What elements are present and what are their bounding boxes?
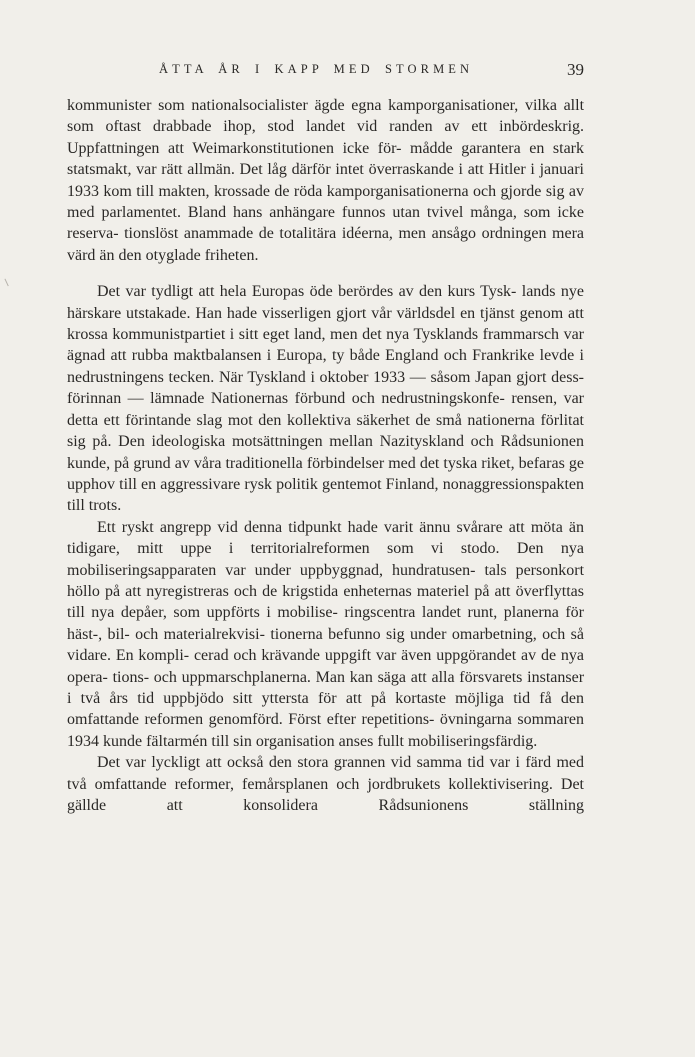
text-line: rensen, var detta ett förintande slag mot den kollektiva säkerhet de [67, 390, 585, 429]
text-line: inbördeskrig. Uppfattningen att Weimarkonstitutionen icke för- [67, 118, 585, 157]
paragraph [67, 95, 584, 266]
text-line: tid få den omfattande reformen genomförd. Först efter repetitions- [67, 689, 585, 729]
text-line: ringscentra landet runt, planerna för häst-, bil- och materialrekvisi- [67, 604, 585, 643]
text-line: kommunister som nationalsocialister ägde egna kamporganisationer, [67, 97, 519, 114]
text-line: cerad och krävande uppgift var även uppgörandet av de nya opera- [67, 647, 584, 686]
text-line: intet överraskande i att Hitler i januari 1933 kom till makten, krossade [67, 161, 585, 200]
text-line: Ett ryskt angrepp vid denna tidpunkt hade varit ännu svårare [97, 518, 503, 536]
text-line: materiel på att överflyttas till nya depåer, som uppförts i mobilise- [67, 582, 585, 622]
paragraph [67, 517, 584, 752]
text-line: Bland hans anhängare funnos utan tvivel många, som icke reserva- [67, 204, 585, 243]
text-line: övningarna sommaren 1934 kunde fältarmén till sin organisation [67, 711, 584, 750]
text-line: vilka allt som oftast drabbade ihop, stod landet vid randen av ett [67, 97, 585, 136]
text-line: tionerna befunno sig under omarbetning, och så vidare. En kompli- [67, 625, 584, 665]
text-line: lands nye härskare utstakade. Han hade visserligen gjort vår världsdel [67, 283, 584, 322]
text-line: kollektivisering. Det gällde att konsolidera Rådsunionens ställning [67, 775, 585, 814]
text-line: små nationerna förlitat sig på. Den ideologiska motsättningen mellan [67, 411, 585, 451]
text-line: Det var lyckligt att också den stora grannen vid samma tid var [97, 754, 511, 772]
text-line: de röda kamporganisationerna och gjorde sig av med parlamentet. [67, 182, 585, 222]
text-line: att möta än tidigare, mitt uppe i territorialreformen som vi stodo. [67, 518, 584, 558]
body-text [67, 95, 584, 816]
text-line: tecken. När Tyskland i oktober 1933 — såsom Japan gjort dess- [168, 368, 584, 386]
text-line: nya Tysklands frammarsch var ägnad att rubba maktbalansen i [67, 326, 584, 365]
page-number: 39 [567, 60, 584, 79]
text-line: förinnan — lämnade Nationernas förbund och nedrustningskonfe- [67, 390, 505, 408]
text-line: Den nya mobiliseringsapparaten var under uppbyggnad, hundratusen- [67, 540, 585, 579]
running-title: ÅTTA ÅR I KAPP MED STORMEN [159, 62, 474, 76]
text-line: tionslöst anammade de totalitära idéerna, men ansågo ordningen [124, 225, 547, 243]
running-head [67, 62, 584, 84]
text-line: mådde garantera en stark statsmakt, var rätt allmän. Det låg därför [67, 139, 585, 179]
text-line: rysk politik gentemot Finland, nonaggressionspakten till trots. [67, 475, 584, 515]
text-line: en tjänst genom att krossa kommunistpartiet i sitt eget land, men det [67, 304, 584, 344]
text-line: anses fullt mobiliseringsfärdig. [338, 732, 538, 750]
text-line: tals personkort höllo på att nyregistreras och de krigstida enheternas [67, 561, 585, 600]
text-line: Nazityskland och Rådsunionen kunde, på grund av våra traditionella [67, 433, 585, 472]
paragraph [67, 752, 584, 816]
text-line: mera värd än den otyglade friheten. [67, 225, 585, 264]
text-line: förbindelser med det tyska riket, befaras ge upphov till en aggressivare [67, 454, 584, 493]
text-line: Det var tydligt att hela Europas öde berördes av den kurs Tysk- [97, 283, 517, 301]
text-line: Europa, ty både England och Frankrike levde i nedrustningens [67, 347, 584, 386]
text-line: i färd med två omfattande reformer, femårsplanen och jordbrukets [67, 754, 585, 793]
text-line: instanser i två års tid uppbjödo sitt yttersta för att på kortaste möjliga [67, 668, 585, 707]
text-line: tions- och uppmarschplanerna. Man kan säga att alla försvarets [112, 668, 523, 686]
margin-mark [4, 278, 10, 287]
paragraph [67, 281, 584, 516]
